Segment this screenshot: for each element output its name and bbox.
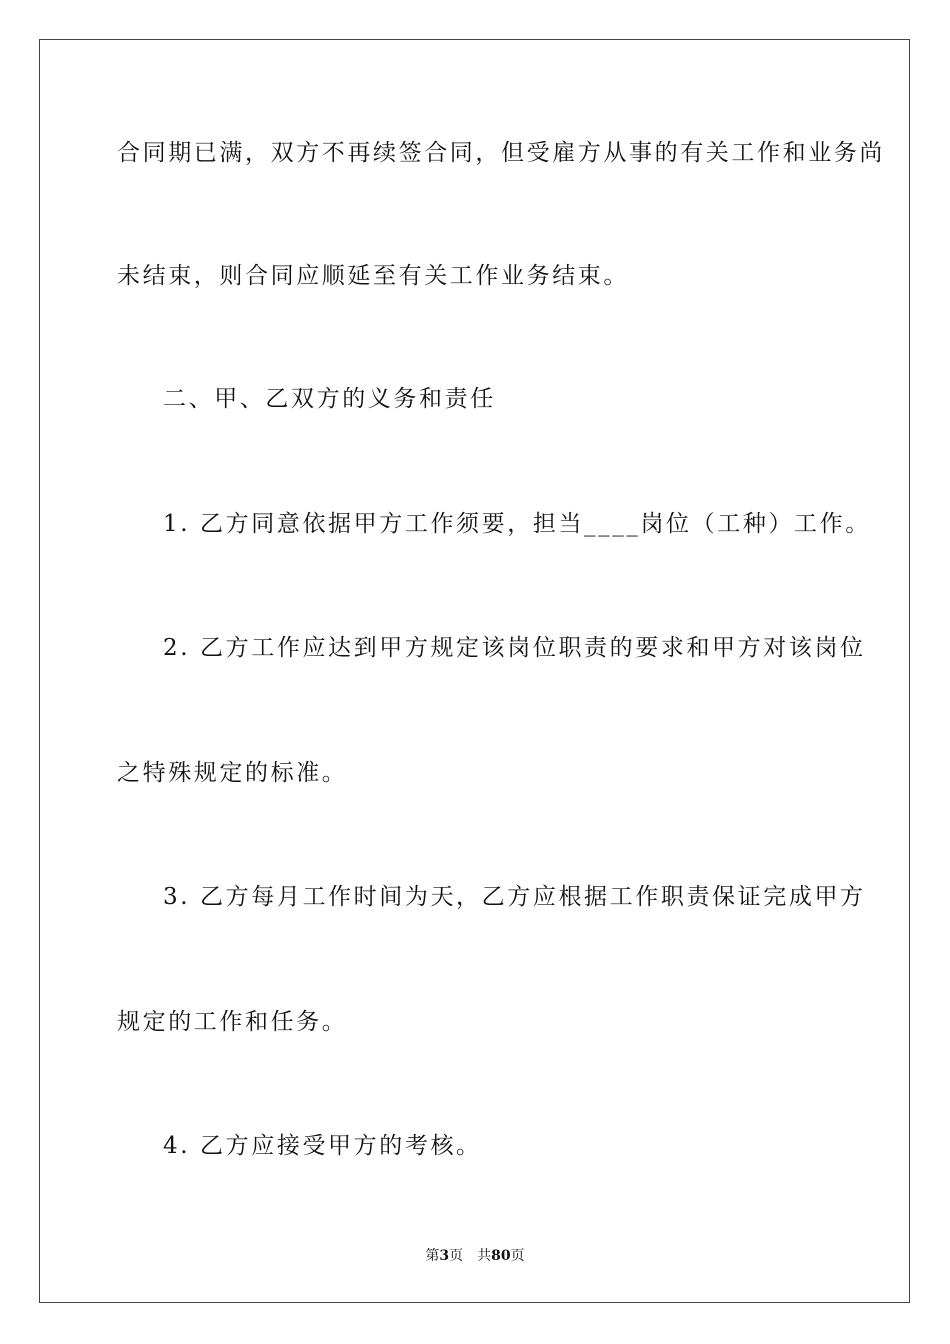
total-prefix: 共 — [477, 1248, 492, 1264]
paragraph-line: 规定的工作和任务。 — [117, 1009, 348, 1035]
page-prefix: 第 — [425, 1248, 440, 1264]
total-pages: 80 — [491, 1248, 511, 1264]
section-heading: 二、甲、乙双方的义务和责任 — [163, 386, 496, 412]
list-item: 4. 乙方应接受甲方的考核。 — [163, 1133, 482, 1159]
page-footer — [0, 1247, 950, 1265]
page-suffix: 页 — [449, 1248, 464, 1264]
list-item: 2. 乙方工作应达到甲方规定该岗位职责的要求和甲方对该岗位 — [163, 635, 866, 661]
paragraph-line: 之特殊规定的标准。 — [117, 760, 348, 786]
page-number: 3 — [439, 1248, 450, 1264]
total-suffix: 页 — [510, 1248, 525, 1264]
list-item: 1. 乙方同意依据甲方工作须要，担当____岗位（工种）工作。 — [163, 511, 871, 537]
paragraph-line: 合同期已满，双方不再续签合同，但受雇方从事的有关工作和业务尚 — [117, 140, 885, 166]
paragraph-line: 未结束，则合同应顺延至有关工作业务结束。 — [117, 263, 629, 289]
list-item: 3. 乙方每月工作时间为天，乙方应根据工作职责保证完成甲方 — [163, 884, 866, 910]
page-border — [39, 39, 910, 1303]
